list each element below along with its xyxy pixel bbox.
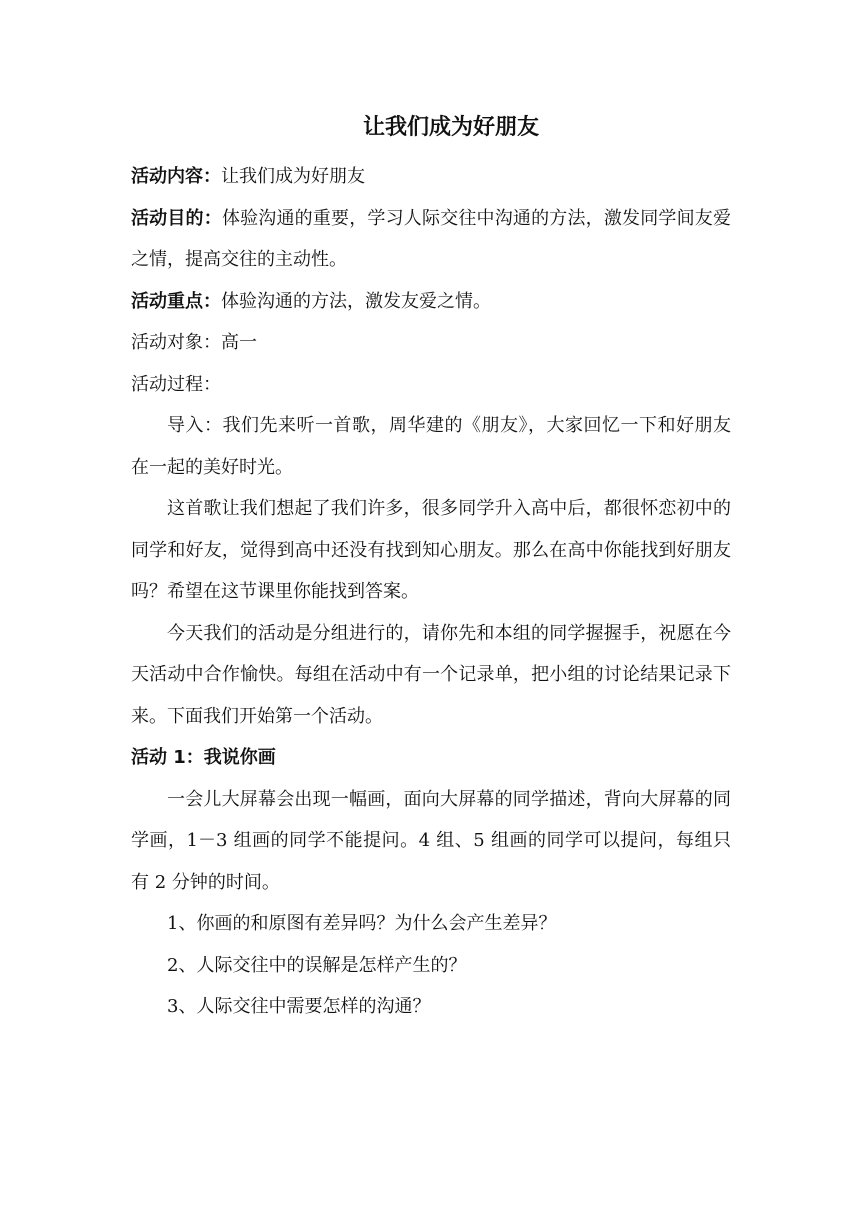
field-content [131,156,731,198]
paragraph-song: 这首歌让我们想起了我们许多，很多同学升入高中后，都很怀恋初中的同学和好友，觉得到高中还没有找到知心朋友。那么在高中你能找到好朋友吗？希望在这节课里你能找到答案。 [131,498,731,602]
field-value: 体验沟通的方法，激发友爱之情。 [221,290,491,312]
field-label: 活动内容： [131,166,221,187]
paragraph-intro: 导入：我们先来听一首歌，周华建的《朋友》，大家回忆一下和好朋友在一起的美好时光。 [131,415,731,478]
paragraph-groups: 今天我们的活动是分组进行的，请你先和本组的同学握握手，祝愿在今天活动中合作愉快。每组在活动中有一个记录单，把小组的讨论结果记录下来。下面我们开始第一个活动。 [131,622,731,727]
question-item: 2、人际交往中的误解是怎样产生的？ [167,954,467,976]
activity-1-heading: 活动 1：我说你画 [131,747,276,768]
field-value: 让我们成为好朋友 [221,166,365,187]
document-body [131,112,731,1028]
question-item: 3、人际交往中需要怎样的沟通？ [167,996,431,1017]
question-item: 1、你画的和原图有差异吗？为什么会产生差异？ [167,913,557,934]
field-purpose [131,198,731,281]
field-value: 体验沟通的重要，学习人际交往中沟通的方法，激发同学间友爱之情，提高交往的主动性。 [131,207,731,270]
document-title: 让我们成为好朋友 [362,115,539,140]
process-label: 活动过程： [131,373,221,395]
field-label: 活动目的： [131,207,222,229]
activity-1-paragraph: 一会儿大屏幕会出现一幅画，面向大屏幕的同学描述，背向大屏幕的同学画，1－3 组画的同学不能提问。4 组、5 组画的同学可以提问，每组只有 2 分钟的时间。 [131,788,731,893]
field-focus [131,281,731,323]
field-label: 活动重点： [131,290,221,312]
field-target: 活动对象：高一 [131,332,257,353]
